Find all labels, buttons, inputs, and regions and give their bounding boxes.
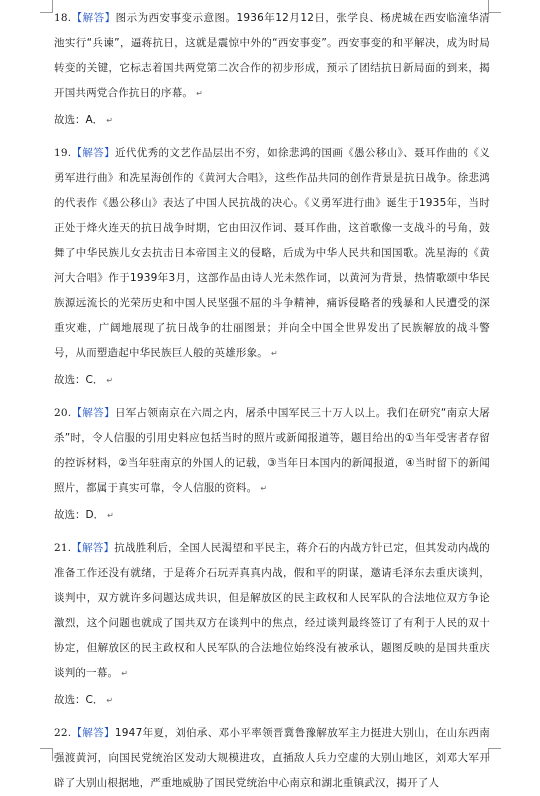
question-number: 21. xyxy=(54,542,72,554)
paragraph-mark-icon: ↵ xyxy=(107,511,114,520)
paragraph-mark-icon: ↵ xyxy=(196,89,204,98)
question-text: 1947年夏，刘伯承、邓小平率领晋冀鲁豫解放军主力挺进大别山，在山东西南强渡黄河，向国民党统治区发动大规模进攻，直插敌人兵力空虚的大别山地区，刘邓大军开辟了大别山根据地，严重地威胁了国民党统治中心南京和湖北重镇武汉，揭开了人 xyxy=(54,727,490,789)
question-20 xyxy=(54,401,490,528)
question-paragraph xyxy=(54,141,490,366)
question-number: 22. xyxy=(54,727,72,739)
answer-tag: 【解答】 xyxy=(71,727,115,739)
question-number: 18. xyxy=(54,12,72,24)
question-paragraph xyxy=(54,721,490,796)
crop-mark-top-left xyxy=(40,0,53,13)
question-text: 图示为西安事变示意图。1936年12月12日，张学良、杨虎城在西安临潼华清池实行“兵谏”，逼蒋抗日，这就是震惊中外的“西安事变”。西安事变的和平解决，成为时局转变的关键，它标志着国共两党第二次合作的初步形成，预示了团结抗日新局面的到来，揭开国共两党合作抗日的序幕。 xyxy=(54,12,490,99)
question-19 xyxy=(54,141,490,393)
answer-text: 故选：C． xyxy=(54,374,104,386)
crop-mark-bottom-left xyxy=(40,748,53,761)
question-21 xyxy=(54,536,490,713)
answer-tag: 【解答】 xyxy=(71,542,115,554)
answer-tag: 【解答】 xyxy=(71,407,115,419)
answer-line xyxy=(54,688,490,713)
answer-text: 故选：A． xyxy=(54,114,104,126)
question-18 xyxy=(54,6,490,133)
answer-text: 故选：C． xyxy=(54,694,104,706)
question-text: 近代优秀的文艺作品层出不穷，如徐悲鸿的国画《愚公移山》、聂耳作曲的《义勇军进行曲》和冼星海创作的《黄河大合唱》，这些作品共同的创作背景是抗日战争。徐悲鸿的代表作《愚公移山》表达了中国人民抗战的决心。《义勇军进行曲》诞生于1935年，当时正处于烽火连天的抗日战争时期，它由田汉作词、聂耳作曲，这首歌像一支战斗的号角，鼓舞了中华民族儿女去抗击日本帝国主义的侵略，后成为中华人民共和国国歌。冼星海的《黄河大合唱》作于1939年3月，这部作品由诗人光未然作词，以黄河为背景，热情歌颂中华民族源远流长的光荣历史和中国人民坚强不屈的斗争精神，痛诉侵略者的残暴和人民遭受的深重灾难，广阔地展现了抗日战争的壮丽图景；并向全中国全世界发出了民族解放的战斗警号，从而塑造起中华民族巨人般的英雄形象。 xyxy=(54,147,490,359)
question-number: 19. xyxy=(54,147,72,159)
paragraph-mark-icon: ↵ xyxy=(260,484,268,493)
answer-tag: 【解答】 xyxy=(71,12,116,24)
question-paragraph xyxy=(54,536,490,686)
answer-line xyxy=(54,108,490,133)
paragraph-mark-icon: ↵ xyxy=(271,349,278,358)
answer-line xyxy=(54,368,490,393)
answer-line xyxy=(54,503,490,528)
answer-content xyxy=(54,6,490,796)
question-paragraph xyxy=(54,401,490,501)
paragraph-mark-icon: ↵ xyxy=(106,116,113,125)
paragraph-mark-icon: ↵ xyxy=(106,376,114,385)
answer-text: 故选：D． xyxy=(54,509,105,521)
paragraph-mark-icon: ↵ xyxy=(121,669,129,678)
question-paragraph xyxy=(54,6,490,106)
answer-tag: 【解答】 xyxy=(71,147,115,159)
question-text: 日军占领南京在六周之内，屠杀中国军民三十万人以上。我们在研究“南京大屠杀”时，令人信服的引用史料应包括当时的照片或新闻报道等，题目给出的①当年受害者存留的控诉材料，②当年驻南京的外国人的记载，③当年日本国内的新闻报道，④当时留下的新闻照片，都属于真实可靠，令人信服的资料。 xyxy=(54,407,490,494)
question-text: 抗战胜利后，全国人民渴望和平民主，蒋介石的内战方针已定，但其发动内战的准备工作还没有就绪，于是蒋介石玩弄真真内战，假和平的阴谋，邀请毛泽东去重庆谈判，谈判中，双方就许多问题达成共识，但是解放区的民主政权和人民军队的合法地位双方争论激烈，这个问题也就成了国共双方在谈判中的焦点，经过谈判最终签订了有利于人民的双十协定，但解放区的民主政权和人民军队的合法地位始终没有被承认，题图反映的是国共重庆谈判的一幕。 xyxy=(54,542,490,679)
paragraph-mark-icon: ↵ xyxy=(106,696,114,705)
question-number: 20. xyxy=(54,407,72,419)
question-22 xyxy=(54,721,490,796)
